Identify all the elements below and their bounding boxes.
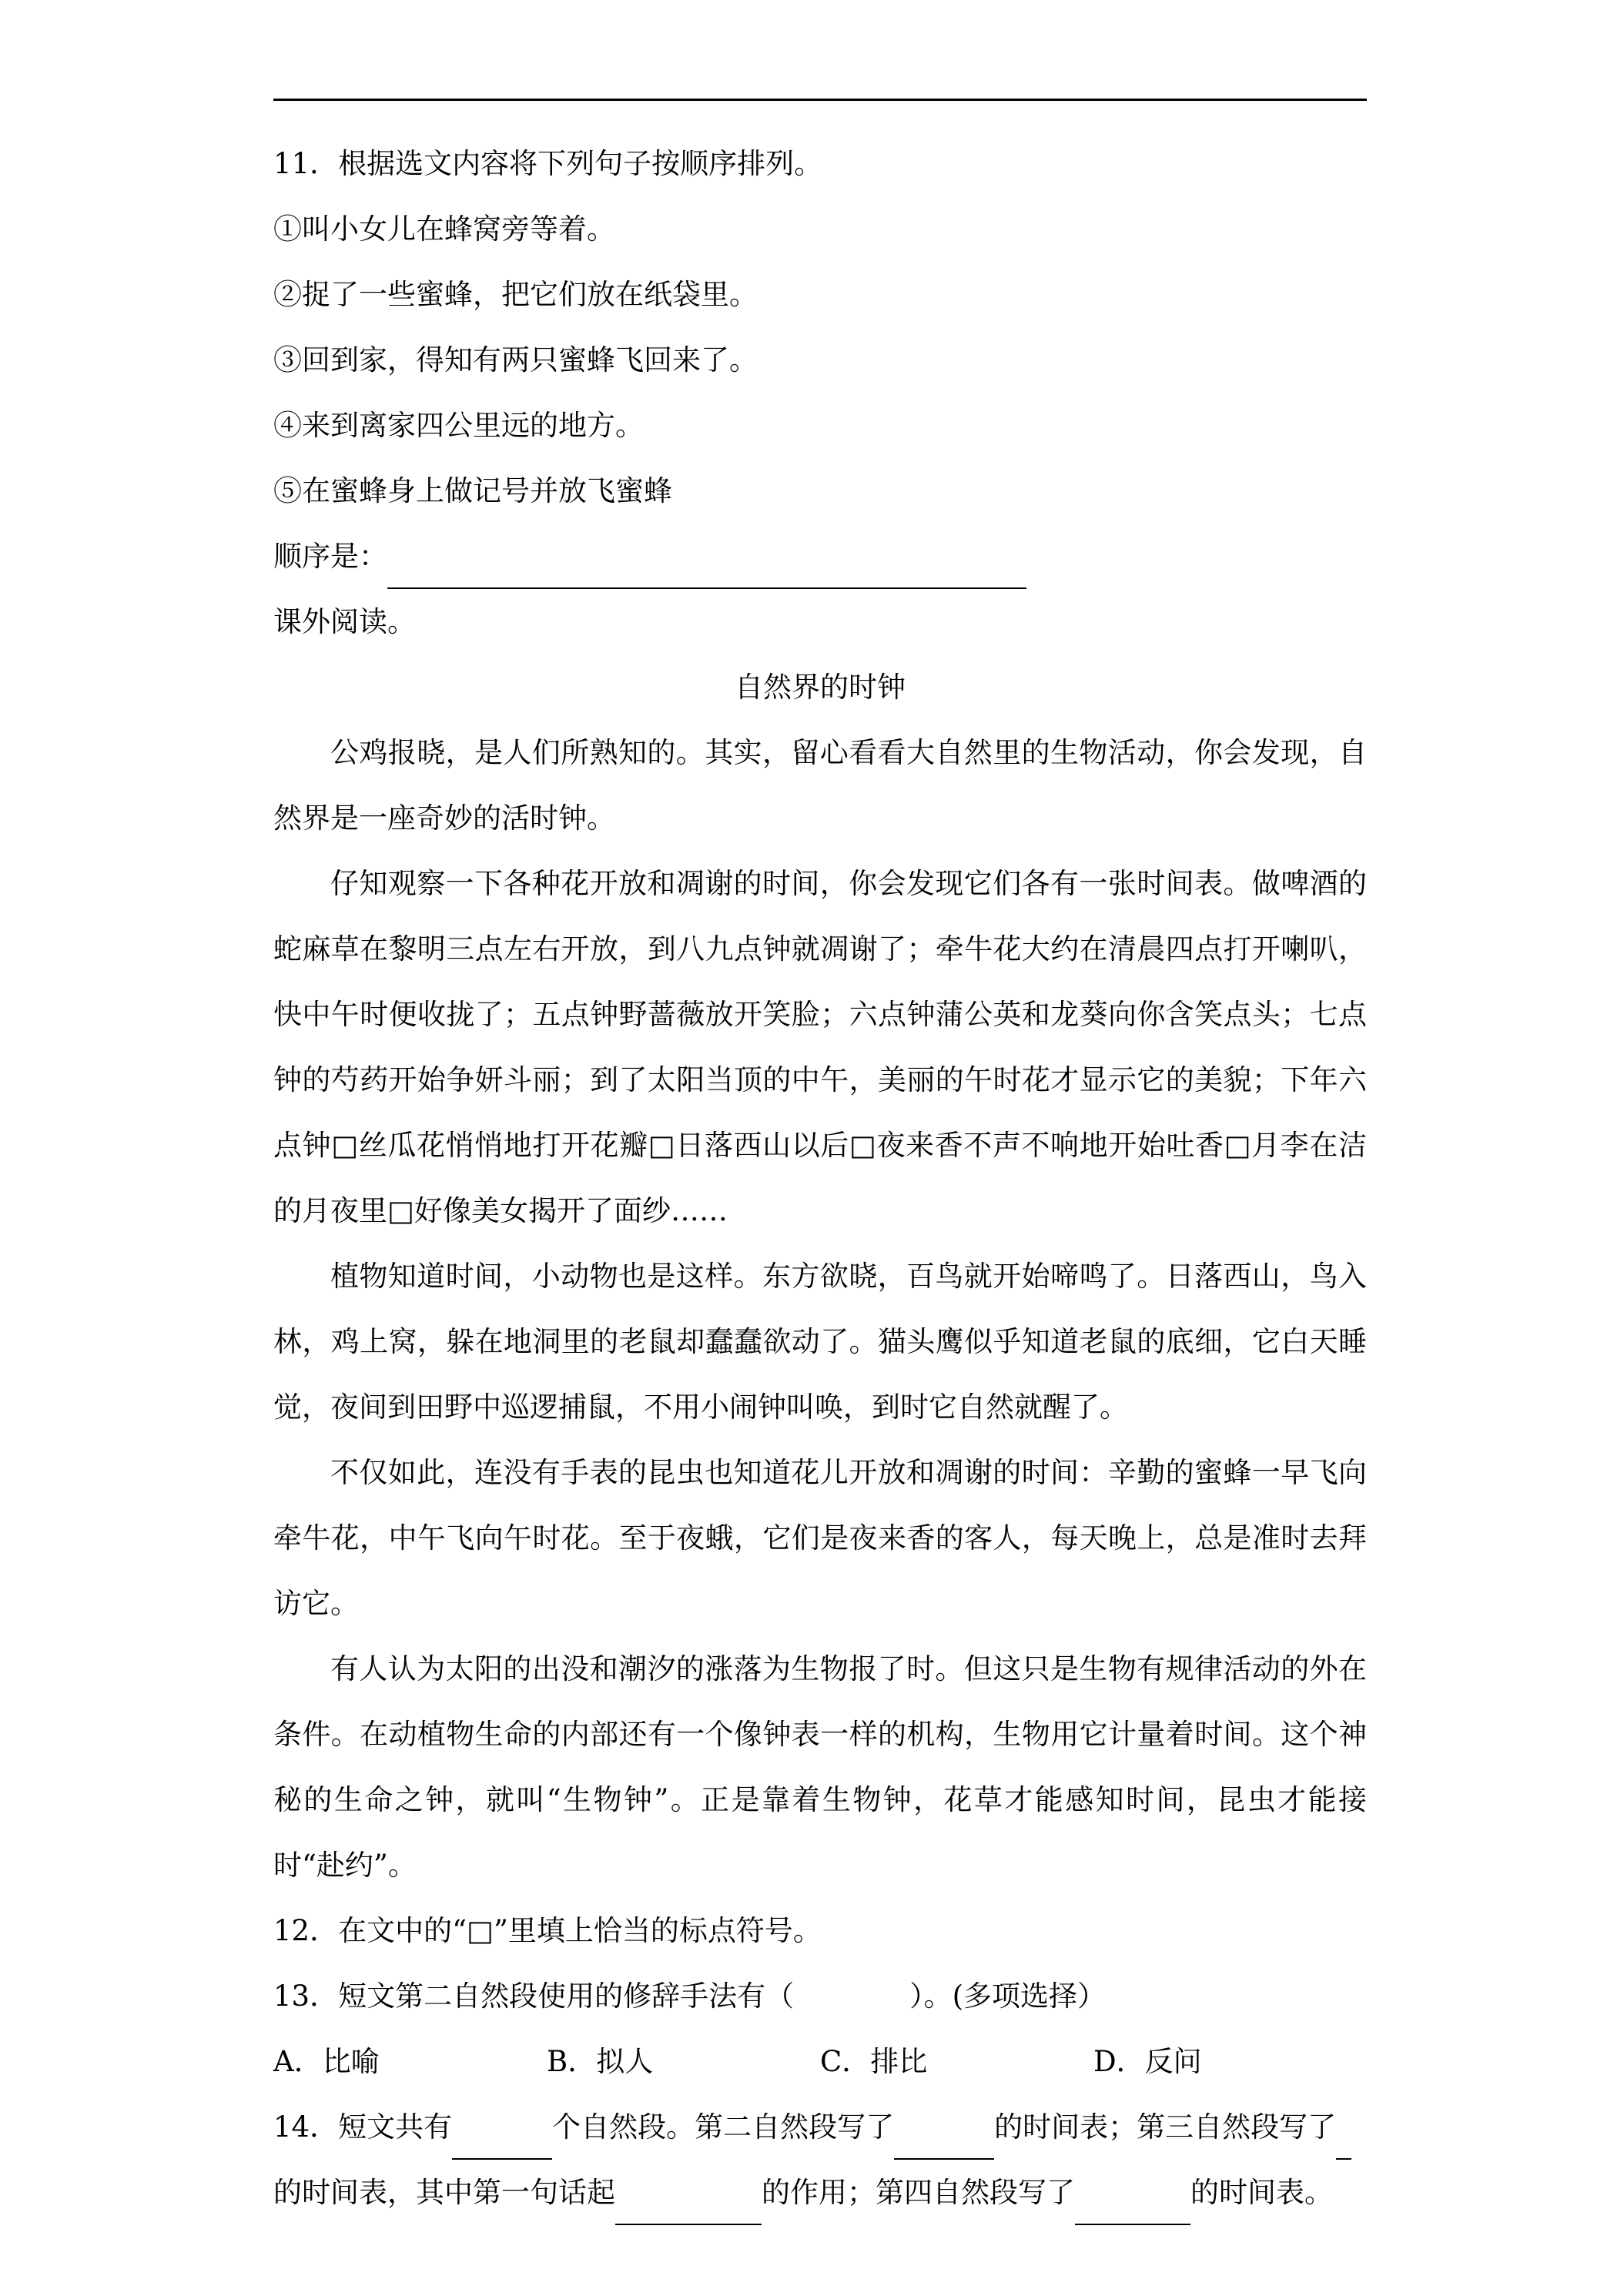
q13-options xyxy=(273,2029,1367,2094)
q13-option-a[interactable]: A．比喻 xyxy=(273,2045,380,2078)
q11-item-5: ⑤在蜜蜂身上做记号并放飞蜜蜂 xyxy=(273,474,672,507)
article-paragraph-4: 不仅如此，连没有手表的昆虫也知道花儿开放和凋谢的时间：辛勤的蜜蜂一早飞向牵牛花，中午飞向午时花。至于夜蛾，它们是夜来香的客人，每天晚上，总是准时去拜访它。 xyxy=(273,1456,1367,1620)
q14-text-4: 的时间表，其中第一句话起 xyxy=(273,2176,615,2209)
q13-stem-after: ）。(多项选择） xyxy=(909,1980,1107,2013)
q13-option-d[interactable]: D．反问 xyxy=(1093,2045,1202,2078)
q12-stem: 12．在文中的“□”里填上恰当的标点符号。 xyxy=(273,1914,822,1947)
q14-blank-5[interactable] xyxy=(1075,2176,1190,2225)
section-label: 课外阅读。 xyxy=(273,605,416,638)
article-paragraph-2: 仔知观察一下各种花开放和凋谢的时间，你会发现它们各有一张时间表。做啤酒的蛇麻草在黎明三点左右开放，到八九点钟就凋谢了；牵牛花大约在清晨四点打开喇叭，快中午时便收拢了；五点钟野蔷薇放开笑脸；六点钟蒲公英和龙葵向你含笑点头；七点钟的芍药开始争妍斗丽；到了太阳当顶的中午，美丽的午时花才显示它的美貌；下年六点钟□丝瓜花悄悄地打开花瓣□日落西山以后□夜来香不声不响地开始吐香□月李在洁的月夜里□好像美女揭开了面纱…… xyxy=(273,867,1367,1227)
q14-text-5: 的作用；第四自然段写了 xyxy=(762,2176,1075,2209)
header-rule xyxy=(273,99,1367,101)
q11-order-label: 顺序是： xyxy=(273,540,387,573)
q14-text-2: 个自然段。第二自然段写了 xyxy=(552,2110,895,2144)
article-paragraph-1: 公鸡报晓，是人们所熟知的。其实，留心看看大自然里的生物活动，你会发现，自然界是一座奇妙的活时钟。 xyxy=(273,736,1367,835)
q14-text-3: 的时间表；第三自然段写了 xyxy=(994,2110,1337,2144)
q11-item-4: ④来到离家四公里远的地方。 xyxy=(273,409,644,442)
q14-line-2 xyxy=(273,2160,1367,2225)
q13-option-c[interactable]: C．排比 xyxy=(820,2045,928,2078)
article-title: 自然界的时钟 xyxy=(735,671,906,704)
q14-blank-1[interactable] xyxy=(452,2110,552,2160)
q14-text-6: 的时间表。 xyxy=(1190,2176,1333,2209)
q13-stem-before: 13．短文第二自然段使用的修辞手法有（ xyxy=(273,1980,795,2013)
article-paragraph-5: 有人认为太阳的出没和潮汐的涨落为生物报了时。但这只是生物有规律活动的外在条件。在动植物生命的内部还有一个像钟表一样的机构，生物用它计量着时间。这个神秘的生命之钟，就叫“生物钟”。正是靠着生物钟，花草才能感知时间，昆虫才能接时“赴约”。 xyxy=(273,1652,1367,1882)
q11-answer-blank[interactable] xyxy=(387,540,1026,589)
q14-text-1: 14．短文共有 xyxy=(273,2110,453,2144)
q14-blank-2[interactable] xyxy=(894,2110,994,2160)
page-content xyxy=(273,131,1367,2225)
q14-line-1 xyxy=(273,2094,1367,2160)
q14-blank-4[interactable] xyxy=(615,2176,762,2225)
article-paragraph-3: 植物知道时间，小动物也是这样。东方欲晓，百鸟就开始啼鸣了。日落西山，鸟入林，鸡上窝，躲在地洞里的老鼠却蠢蠢欲动了。猫头鹰似乎知道老鼠的底细，它白天睡觉，夜间到田野中巡逻捕鼠，不用小闹钟叫唤，到时它自然就醒了。 xyxy=(273,1260,1367,1424)
q13-option-b[interactable]: B．拟人 xyxy=(547,2045,654,2078)
q11-item-2: ②捉了一些蜜蜂，把它们放在纸袋里。 xyxy=(273,278,758,311)
q14-blank-3[interactable] xyxy=(1336,2110,1351,2160)
q11-order-line xyxy=(273,524,1367,589)
q13-stem xyxy=(273,1963,1367,2029)
q11-stem: 11．根据选文内容将下列句子按顺序排列。 xyxy=(273,147,823,180)
q11-item-3: ③回到家，得知有两只蜜蜂飞回来了。 xyxy=(273,343,758,377)
q11-item-1: ①叫小女儿在蜂窝旁等着。 xyxy=(273,213,615,246)
